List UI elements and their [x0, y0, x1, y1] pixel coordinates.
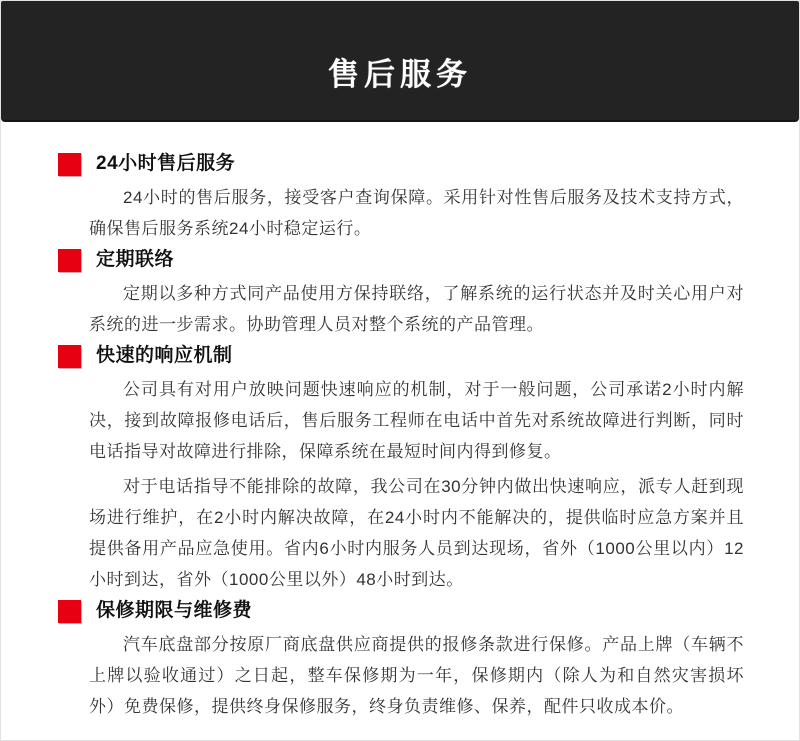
section-heading-row: [58, 344, 744, 368]
section-heading-row: [58, 152, 744, 176]
section-paragraph: 汽车底盘部分按原厂商底盘供应商提供的报修条款进行保修。产品上牌（车辆不上牌以验收通过）之日起，整车保修期为一年，保修期内（除人为和自然灾害损坏外）免费保修，提供终身保修服务，终身负责维修、保养，配件只收成本价。: [89, 635, 744, 716]
red-square-bullet-icon: [58, 345, 81, 368]
section-heading-row: [58, 248, 744, 272]
section-paragraph: 定期以多种方式同产品使用方保持联络，了解系统的运行状态并及时关心用户对系统的进一步需求。协助管理人员对整个系统的产品管理。: [89, 284, 744, 334]
section-24h-service: [56, 152, 744, 244]
section-paragraph: 24小时的售后服务，接受客户查询保障。采用针对性售后服务及技术支持方式，确保售后服务系统24小时稳定运行。: [89, 188, 744, 238]
content-area: [1, 122, 799, 722]
section-heading: 24小时售后服务: [96, 153, 236, 174]
red-square-bullet-icon: [58, 153, 81, 176]
red-square-bullet-icon: [58, 249, 81, 272]
red-square-bullet-icon: [58, 600, 81, 623]
section-fast-response: [56, 344, 744, 595]
section-heading-row: [58, 599, 744, 623]
page-title: 售后服务: [328, 57, 472, 92]
section-heading: 保修期限与维修费: [96, 600, 253, 621]
section-heading: 快速的响应机制: [96, 345, 233, 366]
section-paragraph: 对于电话指导不能排除的故障，我公司在30分钟内做出快速响应，派专人赶到现场进行维护，在2小时内解决故障，在24小时内不能解决的，提供临时应急方案并且提供备用产品应急使用。省内6小时内服务人员到达现场，省外（1000公里以内）12小时到达，省外（1000公里以外）48小时到达。: [89, 477, 744, 589]
page-header: [1, 1, 799, 122]
section-regular-contact: [56, 248, 744, 340]
section-heading: 定期联络: [96, 249, 175, 270]
section-warranty-fees: [56, 599, 744, 722]
section-paragraph: 公司具有对用户放映问题快速响应的机制，对于一般问题，公司承诺2小时内解决，接到故障报修电话后，售后服务工程师在电话中首先对系统故障进行判断，同时电话指导对故障进行排除，保障系统在最短时间内得到修复。: [89, 380, 744, 461]
